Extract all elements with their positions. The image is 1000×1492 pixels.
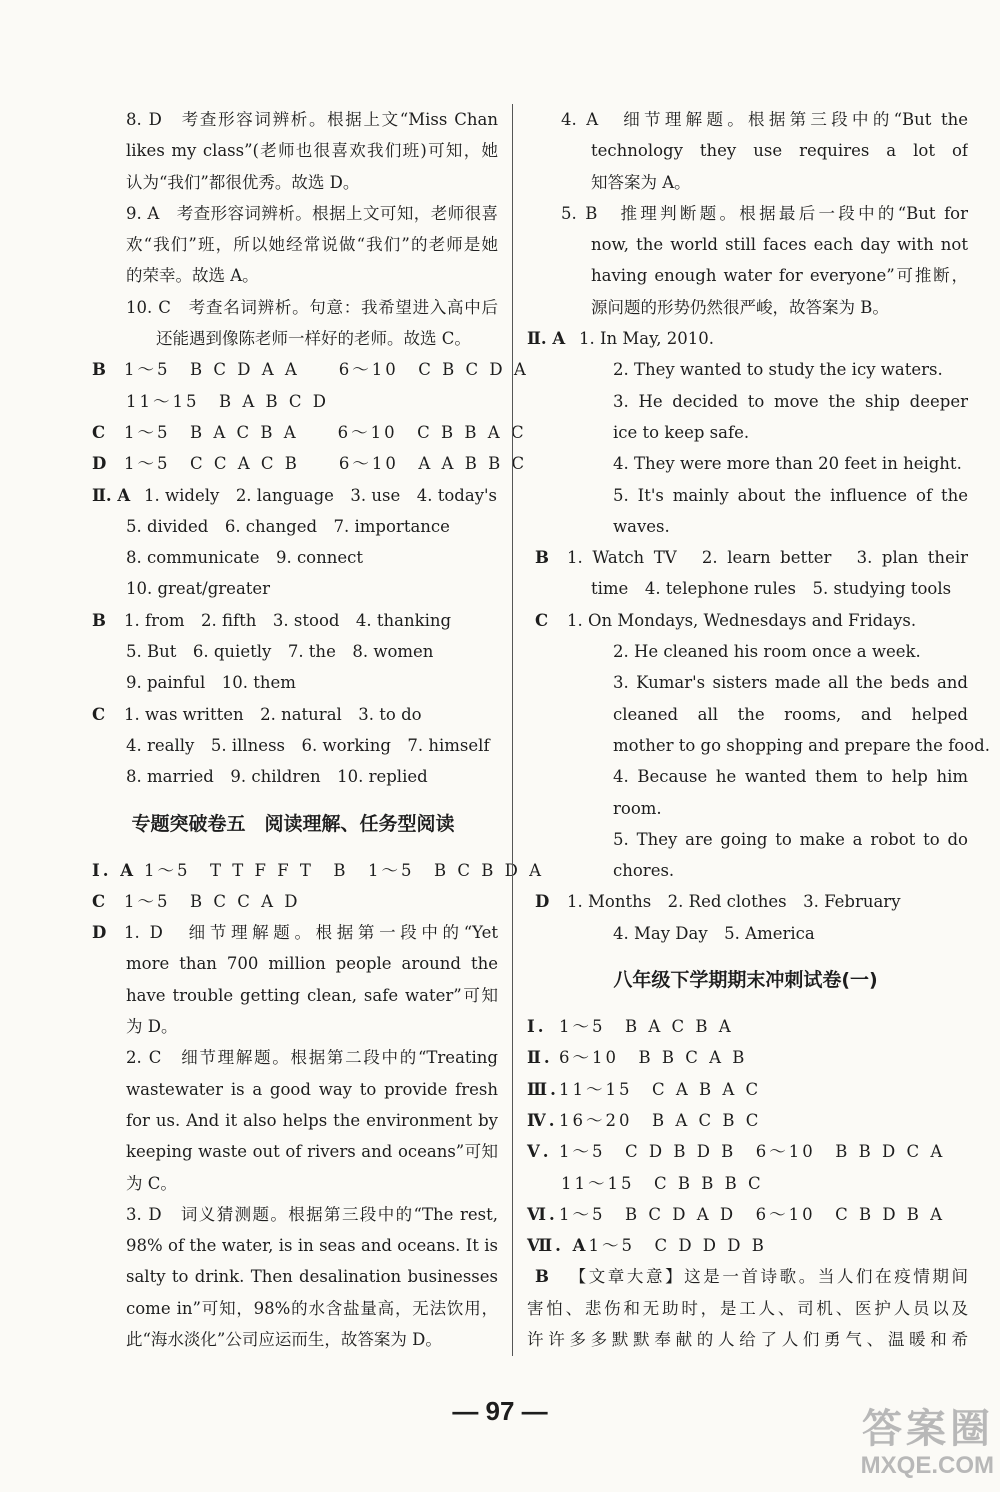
answer-text: 1～5 B A C B A 6～10 C B B A C [124, 422, 527, 442]
answer-line [523, 167, 968, 198]
answer-text: 3. He decided to move the ship deeper [613, 391, 968, 411]
section-marker: B [535, 1267, 549, 1287]
page-number: — 97 — [452, 1396, 548, 1426]
section-marker: C [92, 891, 109, 911]
answer-line [88, 1324, 498, 1355]
answer-line [523, 448, 968, 479]
answer-line [523, 1261, 968, 1292]
answer-line [523, 229, 968, 260]
answer-line [88, 667, 498, 698]
answer-line [88, 542, 498, 573]
answer-line [523, 605, 968, 636]
answer-line [523, 511, 968, 542]
section-marker: B [92, 360, 109, 380]
answer-line [523, 855, 968, 886]
answer-text: 1～5 C D D D B [588, 1236, 767, 1256]
answer-line [523, 1136, 968, 1167]
answer-line [88, 292, 498, 323]
answer-text: 10. great/greater [126, 579, 271, 599]
answer-line [88, 480, 498, 511]
section-marker: C [92, 422, 109, 442]
answer-text: 欢“我们”班，所以她经常说做“我们”的老师是她 [126, 235, 498, 255]
answer-line [523, 824, 968, 855]
answer-line [88, 417, 527, 448]
watermark-logo [804, 1406, 994, 1486]
section-marker: Ⅵ. [527, 1204, 558, 1224]
answer-line [523, 1011, 968, 1042]
answer-line [88, 167, 498, 198]
answer-text: 1～5 B C C A D [124, 891, 301, 911]
answer-text: 1～5 C D B D B 6～10 B B D C A [559, 1142, 946, 1162]
answer-line [523, 1074, 968, 1105]
answer-text: 11～15 B A B C D [126, 391, 329, 411]
section-heading: 专题突破卷五 阅读理解、任务型阅读 [131, 812, 455, 835]
answer-line [523, 1324, 968, 1355]
answer-text: 许许多多默默奉献的人给了人们勇气、温暖和希 [527, 1329, 968, 1349]
answer-line [88, 260, 498, 291]
answer-text: 的荣幸。故选 A。 [126, 266, 259, 286]
answer-line [88, 386, 498, 417]
answer-line [523, 354, 968, 385]
section-marker: Ⅱ. [527, 1048, 553, 1068]
answer-line [523, 918, 968, 949]
answer-text: 1. from 2. fifth 3. stood 4. thanking [124, 610, 452, 630]
answer-text: 害怕、悲伤和无助时，是工人、司机、医护人员以及 [527, 1298, 968, 1318]
answer-line [88, 1105, 498, 1136]
section-marker: D [92, 923, 107, 943]
answer-line [523, 104, 968, 135]
answer-text: 4. really 5. illness 6. working 7. himself [126, 735, 490, 755]
answer-line [523, 386, 968, 417]
answer-text: 1～5 C C A C B 6～10 A A B B C [124, 454, 528, 474]
answer-text: 5. But 6. quietly 7. the 8. women [126, 642, 434, 662]
answer-text: come in”可知，98%的水含盐量高，无法饮用， [126, 1298, 498, 1318]
answer-line [523, 1293, 968, 1324]
answer-line [88, 448, 528, 479]
answer-text: for us. And it also helps the environment by [126, 1110, 498, 1130]
answer-text: more than 700 million people around the [126, 954, 498, 974]
answer-text: 5. divided 6. changed 7. importance [126, 516, 450, 536]
answer-line [88, 1074, 498, 1105]
section-marker: Ⅱ. A [92, 485, 131, 505]
answer-text: 1. widely 2. language 3. use 4. today's [144, 485, 498, 505]
answer-line [88, 1011, 498, 1042]
answer-text: 此“海水淡化”公司应运而生，故答案为 D。 [126, 1329, 442, 1349]
answer-line [523, 886, 968, 917]
answer-text: 4. Because he wanted them to help him [613, 767, 968, 787]
answer-line [523, 135, 968, 166]
answer-line [523, 636, 968, 667]
answer-line [88, 636, 498, 667]
watermark-url: MXQE.COM [860, 1452, 994, 1479]
answer-text: 1. was written 2. natural 3. to do [124, 704, 422, 724]
answer-line [88, 1042, 498, 1073]
answer-text: 1. In May, 2010. [579, 329, 714, 349]
answer-line [523, 699, 968, 730]
answer-text: mother to go shopping and prepare the food. [613, 735, 990, 755]
answer-text: 1. Watch TV 2. learn better 3. plan their [567, 548, 968, 568]
answer-text: 9. A 考查形容词辨析。根据上文可知，老师很喜 [126, 203, 498, 223]
answer-line [88, 1261, 498, 1292]
answer-line [523, 667, 968, 698]
answer-text: 11～15 C B B B C [561, 1173, 764, 1193]
watermark-text: 答案圈 [862, 1407, 994, 1451]
section-marker: Ⅳ. [527, 1110, 558, 1130]
answer-line [523, 260, 968, 291]
answer-line [523, 1105, 968, 1136]
answer-line [523, 793, 968, 824]
answer-text: 5. They are going to make a robot to do [613, 829, 968, 849]
answer-text: 9. painful 10. them [126, 673, 296, 693]
answer-text: wastewater is a good way to provide fresh [126, 1079, 498, 1099]
answer-line [88, 886, 498, 917]
answer-text: 10. C 考查名词辨析。句意：我希望进入高中后 [126, 297, 498, 317]
answer-text: ice to keep safe. [613, 422, 750, 442]
answer-line [523, 1199, 968, 1230]
answer-text: 1～5 T T F F T B 1～5 B C B D A [144, 860, 545, 880]
section-heading: 八年级下学期期末冲刺试卷(一) [613, 969, 878, 992]
answer-line [88, 699, 498, 730]
answer-text: waves. [613, 516, 670, 536]
answer-text: 4. They were more than 20 feet in height. [613, 454, 962, 474]
answer-text: 8. D 考查形容词辨析。根据上文“Miss Chan [126, 110, 498, 129]
answer-text: 1. On Mondays, Wednesdays and Fridays. [567, 610, 917, 630]
right-column [512, 104, 990, 1356]
answer-line [523, 323, 968, 354]
answer-line [523, 1168, 968, 1199]
answer-text: now, the world still faces each day with not [591, 235, 968, 255]
section-marker: Ⅴ. [527, 1142, 552, 1162]
answer-line [523, 480, 968, 511]
answer-text: 认为“我们”都很优秀。故选 D。 [126, 172, 360, 192]
section-marker: B [535, 548, 549, 568]
section-marker: B [92, 610, 106, 630]
section-marker: Ⅶ. A [527, 1236, 589, 1256]
answer-text: 1～5 B C D A D 6～10 C B D B A [559, 1204, 946, 1224]
answer-text: cleaned all the rooms, and helped [613, 704, 968, 724]
answer-line [523, 292, 968, 323]
answer-line [88, 511, 498, 542]
answer-text: 8. married 9. children 10. replied [126, 767, 428, 787]
section-marker: D [535, 892, 550, 912]
answer-line [88, 948, 498, 979]
section-marker: D [92, 454, 110, 474]
answer-line [88, 980, 498, 1011]
answer-line [88, 198, 498, 229]
answer-line [88, 135, 498, 166]
answer-text: salty to drink. Then desalination businesses [126, 1267, 498, 1287]
section-marker: C [535, 610, 549, 630]
answer-text: 为 D。 [126, 1017, 178, 1037]
answer-text: 8. communicate 9. connect [126, 548, 364, 568]
answer-text: 2. He cleaned his room once a week. [613, 642, 921, 662]
answer-text: 源问题的形势仍然很严峻，故答案为 B。 [591, 297, 889, 317]
answer-line [88, 761, 498, 792]
answer-line [88, 1136, 498, 1167]
answer-text: likes my class”(老师也很喜欢我们班)可知，她 [126, 141, 498, 161]
answer-line [88, 354, 529, 385]
answer-line [88, 229, 498, 260]
answer-text: 5. It's mainly about the influence of the [613, 485, 968, 505]
answer-line [88, 1168, 498, 1199]
answer-text: technology they use requires a lot of [591, 141, 968, 161]
answer-line [523, 573, 968, 604]
answer-text: 4. A 细节理解题。根据第三段中的“But the [561, 110, 968, 129]
answer-line [523, 730, 990, 761]
answer-text: 2. C 细节理解题。根据第二段中的“Treating [126, 1048, 498, 1068]
answer-text: have trouble getting clean, safe water”可知 [126, 985, 498, 1005]
answer-text: keeping waste out of rivers and oceans”可知 [126, 1142, 498, 1162]
answer-text: 16～20 B A C B C [559, 1110, 762, 1130]
answer-line [88, 1293, 498, 1324]
answer-text: 3. Kumar's sisters made all the beds and [613, 673, 968, 693]
answer-text: 5. B 推理判断题。根据最后一段中的“But for [561, 203, 968, 223]
answer-line [523, 1230, 968, 1261]
answer-text: 还能遇到像陈老师一样好的老师。故选 C。 [156, 329, 471, 349]
answer-line [88, 1199, 498, 1230]
section-marker: Ⅲ. [527, 1079, 559, 1099]
answer-text: 11～15 C A B A C [559, 1079, 762, 1099]
answer-line [523, 542, 968, 573]
answer-line [88, 855, 545, 886]
answer-text: 2. They wanted to study the icy waters. [613, 360, 943, 380]
answer-text: chores. [613, 861, 675, 881]
answer-text: 98% of the water, is in seas and oceans. It is [126, 1236, 498, 1256]
answer-text: time 4. telephone rules 5. studying tools [591, 579, 952, 599]
answer-text: 3. D 词义猜测题。根据第三段中的“The rest, [126, 1204, 498, 1224]
answer-text: 1～5 B A C B A [559, 1017, 734, 1037]
answer-line [88, 917, 498, 948]
answer-text: 为 C。 [126, 1173, 177, 1193]
section-marker: Ⅰ. [527, 1017, 547, 1037]
section-marker: Ⅱ. A [527, 329, 566, 349]
answer-line [88, 1230, 498, 1261]
answer-text: 【文章大意】这是一首诗歌。当人们在疫情期间 [567, 1267, 968, 1287]
answer-line [523, 1042, 968, 1073]
answer-line [523, 417, 968, 448]
answer-line [88, 605, 498, 636]
answer-line [88, 573, 498, 604]
answer-text: 4. May Day 5. America [613, 923, 815, 943]
answer-text: 1. Months 2. Red clothes 3. February [567, 892, 901, 912]
answer-text: having enough water for everyone”可推断， [591, 266, 968, 286]
answer-line [88, 730, 498, 761]
answer-text: 1. D 细节理解题。根据第一段中的“Yet [124, 923, 498, 943]
answer-line [88, 104, 498, 135]
section-marker: C [92, 704, 106, 724]
answer-text: room. [613, 798, 662, 818]
answer-line [88, 323, 498, 354]
answer-text: 6～10 B B C A B [559, 1048, 748, 1068]
answer-line [523, 761, 968, 792]
answer-line [523, 198, 968, 229]
section-marker: Ⅰ. A [92, 860, 137, 880]
answer-text: 知答案为 A。 [591, 172, 691, 192]
answer-text: 1～5 B C D A A 6～10 C B C D A [124, 360, 529, 380]
